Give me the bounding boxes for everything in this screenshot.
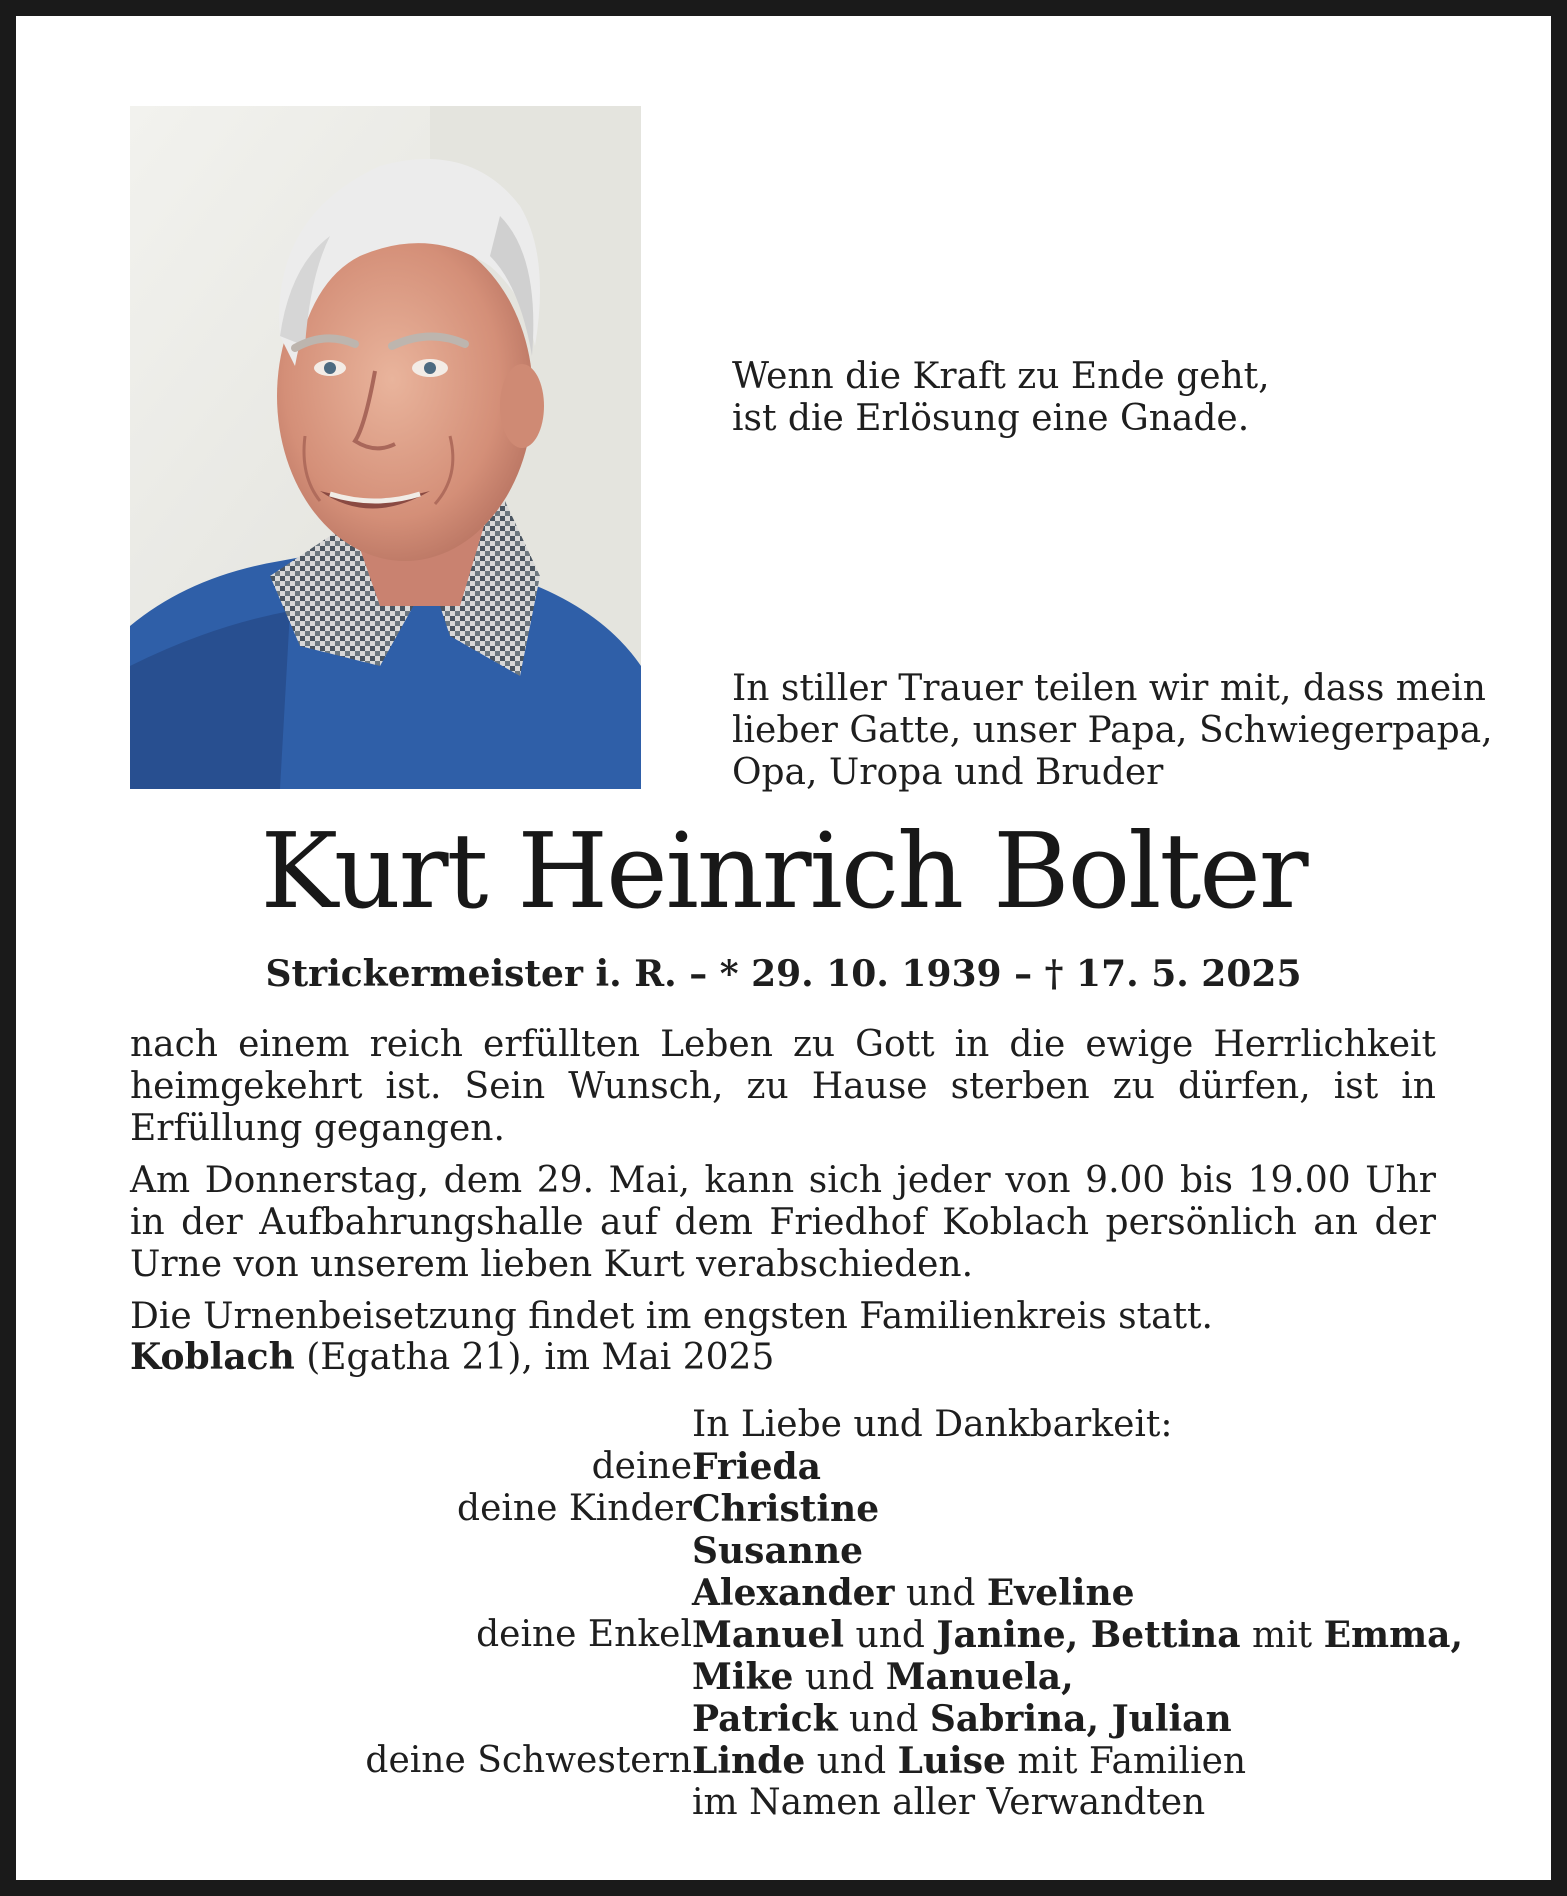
- connector-text: und: [805, 1741, 898, 1782]
- signature-row: [130, 1614, 1464, 1656]
- relation-label: deine Kinder: [457, 1488, 692, 1529]
- signature-row: [130, 1446, 1436, 1488]
- signature-row: [130, 1572, 1436, 1614]
- portrait-photo: [130, 106, 641, 789]
- quote-line: Wenn die Kraft zu Ende geht,: [732, 356, 1270, 397]
- mourner-name: Manuela,: [885, 1656, 1074, 1698]
- place-name: Koblach: [130, 1336, 295, 1378]
- signature-row: [130, 1782, 1436, 1824]
- mourner-name: Eveline: [986, 1572, 1135, 1614]
- body-paragraph: Die Urnenbeisetzung findet im engsten Familienkreis statt.: [130, 1296, 1213, 1337]
- relation-label: deine: [591, 1446, 692, 1487]
- connector-text: im Namen aller Verwandten: [692, 1782, 1206, 1823]
- connector-text: mit: [1240, 1615, 1324, 1656]
- mourner-name: Patrick: [692, 1698, 838, 1740]
- intro-line: In stiller Trauer teilen wir mit, dass mein: [732, 668, 1486, 709]
- mourner-name: Sabrina, Julian: [929, 1698, 1232, 1740]
- signature-row: [130, 1488, 1436, 1530]
- connector-text: und: [837, 1699, 930, 1740]
- signature-row: [130, 1698, 1436, 1740]
- portrait-illustration: [130, 106, 641, 789]
- mourner-names: [692, 1446, 821, 1489]
- mourner-name: Janine, Bettina: [936, 1614, 1241, 1656]
- mourner-names: [692, 1740, 1246, 1783]
- mourner-names: [692, 1782, 1205, 1824]
- announcement-intro: [732, 668, 1492, 794]
- intro-line: lieber Gatte, unser Papa, Schwiegerpapa,: [732, 710, 1493, 751]
- connector-text: und: [894, 1573, 987, 1614]
- mourner-names: [692, 1698, 1232, 1741]
- body-paragraph: Am Donnerstag, dem 29. Mai, kann sich jeder von 9.00 bis 19.00 Uhr in der Aufbahrungshalle auf dem Friedhof Koblach persönlich an der Urne von unserem lieben Kurt verabschieden.: [130, 1160, 1436, 1285]
- signature-heading: In Liebe und Dankbarkeit:: [692, 1404, 1173, 1445]
- mourner-names: [692, 1614, 1463, 1657]
- intro-line: Opa, Uropa und Bruder: [732, 752, 1164, 793]
- signature-row: [130, 1740, 1436, 1782]
- mourner-names: [692, 1656, 1074, 1699]
- deceased-name: Kurt Heinrich Bolter: [260, 810, 1307, 932]
- relation-label: deine Enkel: [476, 1614, 692, 1655]
- mourner-name: Mike: [692, 1656, 794, 1698]
- signature-row: [130, 1530, 1436, 1572]
- mourner-name: Frieda: [692, 1446, 821, 1488]
- quote: [732, 356, 1492, 440]
- signature-row: [130, 1656, 1436, 1698]
- connector-text: und: [793, 1657, 886, 1698]
- mourner-names: [692, 1530, 863, 1573]
- occupation-dates: Strickermeister i. R. – * 29. 10. 1939 – † 17. 5. 2025: [265, 953, 1302, 995]
- mourner-name: Manuel: [692, 1614, 845, 1656]
- notice-body: [130, 1024, 1436, 1348]
- connector-text: mit Familien: [1005, 1741, 1247, 1782]
- place-details: (Egatha 21), im Mai 2025: [294, 1337, 775, 1378]
- mourner-name: Luise: [897, 1740, 1006, 1782]
- mourner-name: Emma,: [1323, 1614, 1464, 1656]
- mourner-name: Alexander: [692, 1572, 895, 1614]
- mourner-name: Christine: [692, 1488, 880, 1530]
- mourner-names: [692, 1488, 879, 1531]
- relation-label: deine Schwestern: [365, 1740, 692, 1781]
- mourner-name: Susanne: [692, 1530, 864, 1572]
- connector-text: und: [844, 1615, 937, 1656]
- mourner-names: [692, 1572, 1135, 1615]
- mourner-name: Linde: [692, 1740, 806, 1782]
- quote-line: ist die Erlösung eine Gnade.: [732, 398, 1250, 439]
- place-date-line: [130, 1336, 774, 1379]
- body-paragraph: nach einem reich erfüllten Leben zu Gott in die ewige Herrlichkeit heimgekehrt ist. Sein Wunsch, zu Hause sterben zu dürfen, ist in Erfüllung gegangen.: [130, 1024, 1436, 1149]
